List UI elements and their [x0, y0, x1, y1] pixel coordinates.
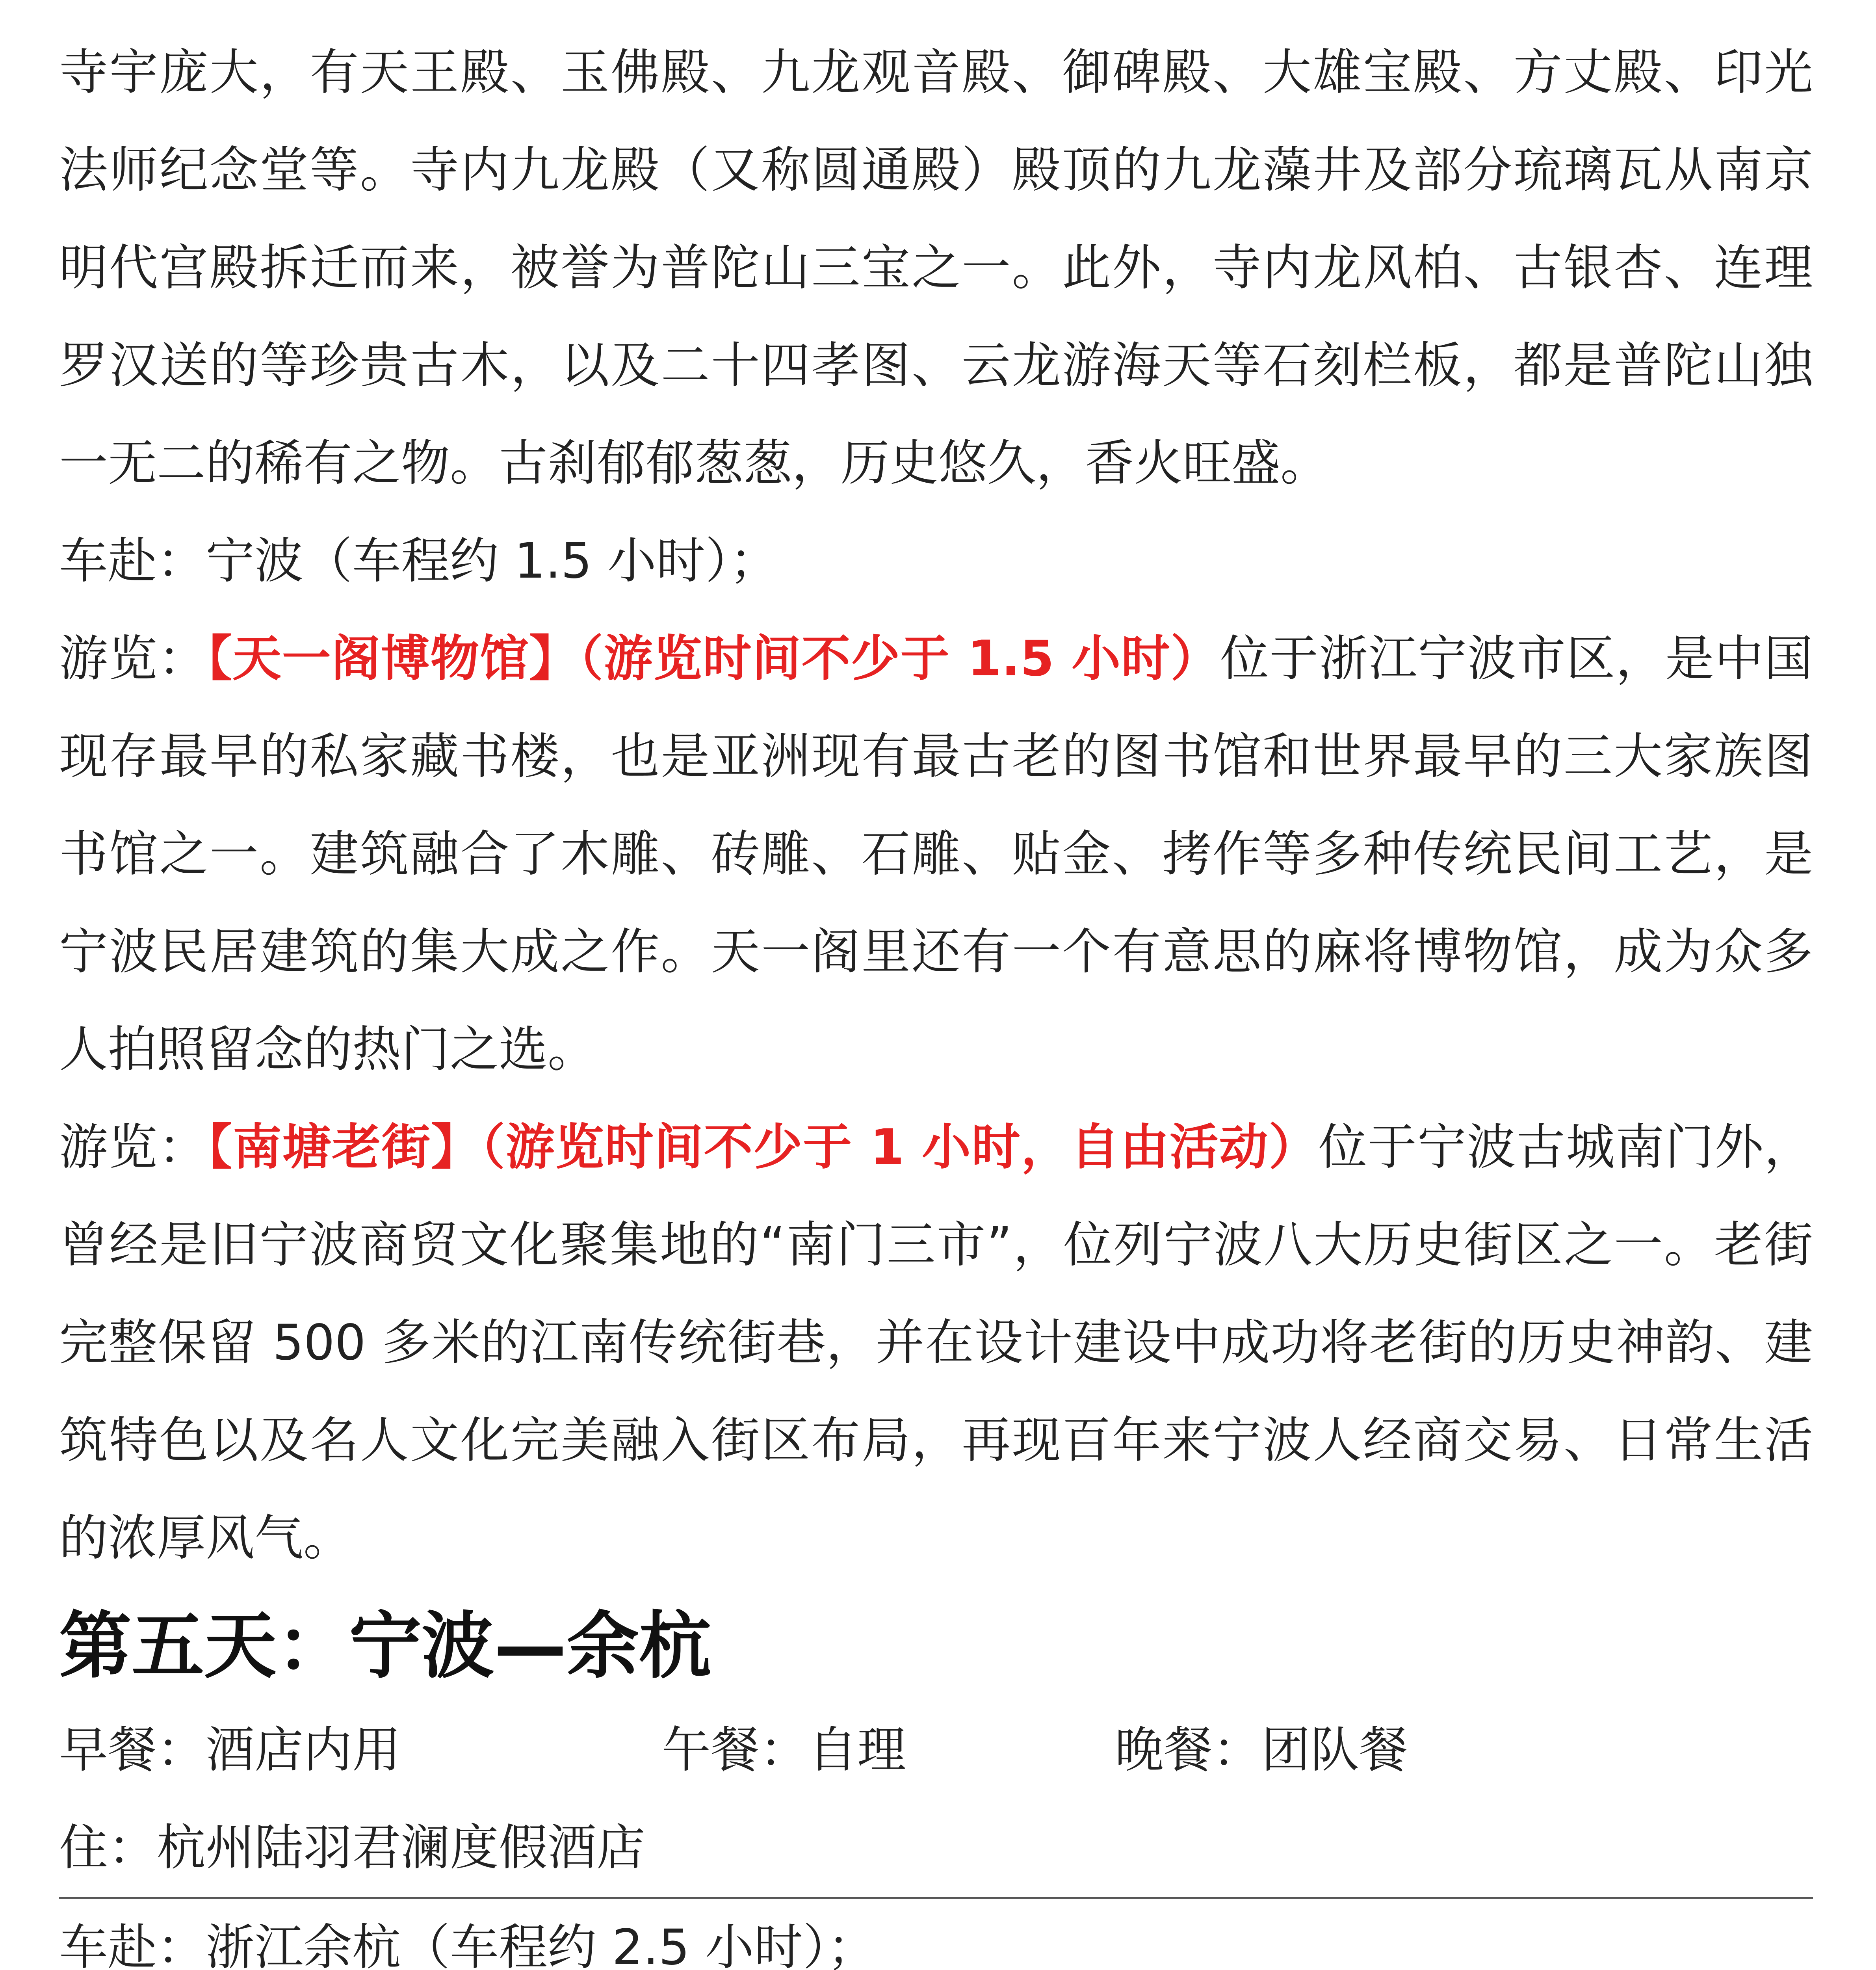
tour-tianyige-text: 位于浙江宁波市区，是中国现存最早的私家藏书楼，也是亚洲现有最古老的图书馆和世界最早的三大家族图书馆之一。建筑融合了木雕、砖雕、石雕、贴金、拷作等多种传统民间工艺，是宁波民居建筑的集大成之作。天一阁里还有一个有意思的麻将博物馆，成为众多人拍照留念的热门之选。 [59, 630, 1813, 1078]
tour-label: 游览： [59, 1119, 208, 1176]
day5-heading: 第五天：宁波—余杭 [59, 1604, 712, 1688]
tour-nantang-paragraph [59, 1098, 1813, 1587]
tour-nantang-highlight: 【南塘老街】（游览时间不少于 1 小时，自由活动） [208, 1119, 1319, 1176]
meals-row [59, 1701, 1813, 1799]
transfer-ningbo: 车赴：宁波（车程约 1.5 小时）； [59, 533, 779, 589]
tour-tianyige-paragraph [59, 610, 1813, 1098]
hotel-info: 住：杭州陆羽君澜度假酒店 [59, 1819, 646, 1876]
tour-label: 游览： [59, 630, 208, 687]
lunch-info: 午餐：自理 [662, 1722, 906, 1779]
dinner-info: 晚餐：团队餐 [1115, 1722, 1408, 1779]
transfer-yuhang: 车赴：浙江余杭（车程约 2.5 小时）； [59, 1919, 877, 1970]
tour-nantang-text: 位于宁波古城南门外，曾经是旧宁波商贸文化聚集地的“南门三市”，位列宁波八大历史街区之一。老街完整保留 500 多米的江南传统街巷，并在设计建设中成功将老街的历史神韵、建筑特色以及名人文化完美融入街区布局，再现百年来宁波人经商交易、日常生活的浓厚风气。 [59, 1119, 1813, 1567]
breakfast-info: 早餐：酒店内用 [59, 1722, 401, 1779]
intro-paragraph: 寺宇庞大，有天王殿、玉佛殿、九龙观音殿、御碑殿、大雄宝殿、方丈殿、印光法师纪念堂等。寺内九龙殿（又称圆通殿）殿顶的九龙藻井及部分琉璃瓦从南京明代宫殿拆迁而来，被誉为普陀山三宝之一。此外，寺内龙风柏、古银杏、连理罗汉送的等珍贵古木，以及二十四孝图、云龙游海天等石刻栏板，都是普陀山独一无二的稀有之物。古刹郁郁葱葱，历史悠久，香火旺盛。 [59, 44, 1813, 492]
tour-tianyige-highlight: 【天一阁博物馆】（游览时间不少于 1.5 小时） [207, 630, 1220, 687]
